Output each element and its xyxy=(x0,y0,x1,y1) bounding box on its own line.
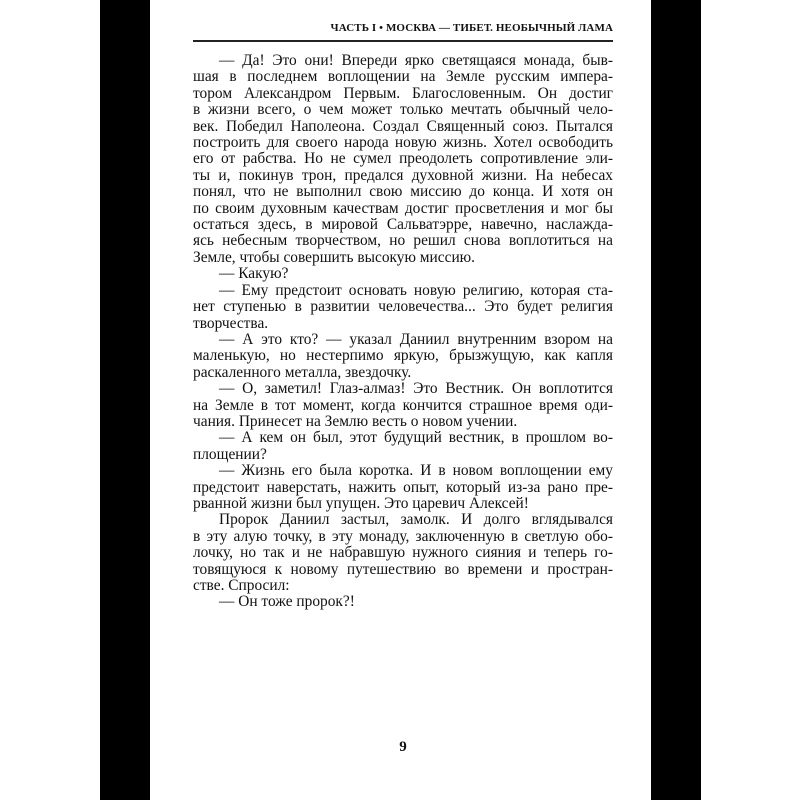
text-line: стве. Спросил: xyxy=(193,577,290,594)
text-line: товящуюся к новому путешествию во времени и простран- xyxy=(193,560,613,578)
page-body-text xyxy=(193,53,613,611)
text-line: век. Победил Наполеона. Создал Священный союз. Пытался xyxy=(193,117,613,135)
text-line: шая в последнем воплощении на Земле русским импера- xyxy=(193,68,613,86)
text-line: чания. Принесет на Землю весть о новом учении. xyxy=(193,412,518,430)
text-line: — А это кто? — указал Даниил внутренним взором на xyxy=(219,330,613,348)
text-line: — Ему предстоит основать новую религию, которая ста- xyxy=(219,281,613,299)
scan-border-left xyxy=(100,0,150,800)
text-line: построить для своего народа новую жизнь. Хотел освободить xyxy=(193,134,613,152)
text-line: предстоит наверстать, нажить опыт, который из-за рано пре- xyxy=(193,478,613,496)
text-line: Земле, чтобы совершить высокую миссию. xyxy=(193,248,476,266)
text-line: творчества. xyxy=(193,314,269,332)
header-rule xyxy=(193,40,613,42)
text-line: рванной жизни был упущен. Это царевич Алексей! xyxy=(193,494,529,512)
text-line: — Жизнь его была коротка. И в новом воплощении ему xyxy=(219,462,613,480)
text-line: нет ступенью в развитии человечества... Это будет религия xyxy=(193,298,613,316)
text-line: лочку, но так и не набравшую нужного сияния и теперь го- xyxy=(193,544,613,562)
text-line: по своим духовным качествам достиг просветления и мог бы xyxy=(193,199,613,217)
text-line: на Земле в тот момент, когда кончится страшное время оди- xyxy=(193,396,613,414)
text-line: — О, заметил! Глаз-алмаз! Это Вестник. Он воплотится xyxy=(219,380,613,398)
running-header: ЧАСТЬ I • МОСКВА — ТИБЕТ. НЕОБЫЧНЫЙ ЛАМА xyxy=(330,22,613,34)
text-line: остаться здесь, в мировой Сальватэрре, навечно, наслажда- xyxy=(193,216,613,234)
page-number: 9 xyxy=(399,739,407,755)
text-line: его от рабства. Но не сумел преодолеть сопротивление эли- xyxy=(193,150,613,168)
text-line: площении? xyxy=(193,445,267,463)
text-line: в жизни всего, о чем может только мечтать обычный чело- xyxy=(193,101,613,119)
text-line: — А кем он был, этот будущий вестник, в прошлом во- xyxy=(219,429,613,447)
scan-border-right xyxy=(651,0,701,800)
text-line: тором Александром Первым. Благословенным. Он достиг xyxy=(193,84,613,102)
text-line: ты и, покинув трон, предался духовной жизни. На небесах xyxy=(193,166,613,184)
text-line: раскаленного металла, звездочку. xyxy=(193,363,412,381)
text-line: — Да! Это они! Впереди ярко светящаяся монада, быв- xyxy=(219,52,613,69)
text-line: — Он тоже пророк?! xyxy=(219,593,355,611)
text-line: — Какую? xyxy=(219,265,289,283)
text-line: маленькую, но нестерпимо яркую, брызжущую, как капля xyxy=(193,347,613,365)
text-line: ясь небесным творчеством, но решил снова воплотиться на xyxy=(193,232,613,250)
text-line: Пророк Даниил застыл, замолк. И долго вглядывался xyxy=(219,511,613,529)
text-line: в эту алую точку, в эту монаду, заключенную в светлую обо- xyxy=(193,527,613,545)
text-line: понял, что не выполнил свою миссию до конца. И хотя он xyxy=(193,183,613,201)
